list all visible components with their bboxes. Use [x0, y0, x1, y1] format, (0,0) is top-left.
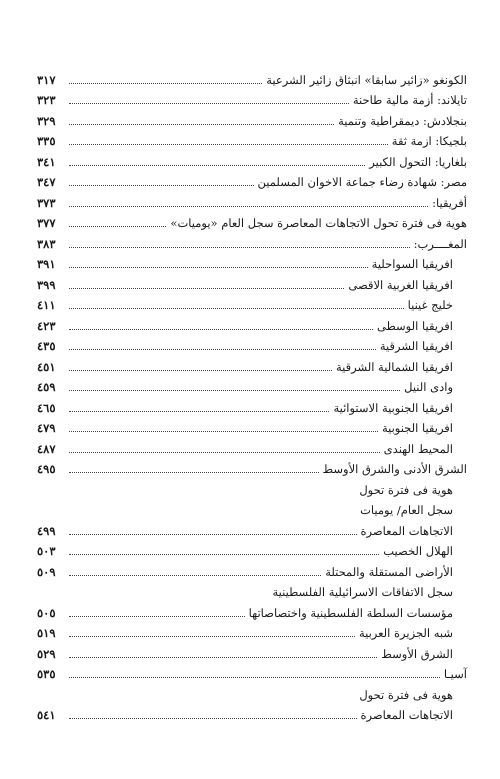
toc-entry-title: بنجلادش: ديمقراطية وتنمية — [338, 113, 467, 128]
toc-entry-title: الشرق الأدنى والشرق الأوسط — [322, 462, 467, 476]
toc-entry-page-number: ٣٢٩ — [37, 113, 56, 128]
dot-leader — [69, 165, 365, 166]
toc-entry-title: وادى النيل — [404, 380, 453, 394]
toc-entry — [37, 640, 467, 661]
toc-entry-page-number: ٥١٩ — [37, 626, 56, 640]
toc-entry-page-number: ٣١٧ — [37, 72, 56, 87]
dot-leader — [69, 452, 380, 453]
toc-entry-title: هوية فى فترة تحول الاتجاهات المعاصرة سجل العام «يوميات» — [170, 216, 467, 230]
dot-leader — [69, 288, 344, 289]
dot-leader — [69, 144, 388, 145]
toc-entry — [37, 292, 467, 313]
toc-entry-title: الاتجاهات المعاصرة — [360, 708, 453, 722]
toc-entry-title: تايلاند: أزمة مالية طاحنة — [352, 93, 467, 107]
toc-entry — [37, 579, 467, 600]
toc-entry-page-number: ٥٠٩ — [37, 564, 56, 579]
toc-entry-page-number: ٥٤١ — [37, 708, 56, 722]
toc-entry-page-number: ٤٩٥ — [37, 462, 56, 476]
dot-leader — [69, 554, 379, 555]
toc-entry-page-number: ٤٥٩ — [37, 380, 56, 394]
toc-entry-page-number: ٣٣٥ — [37, 134, 56, 148]
toc-entry-title: المحيط الهندى — [383, 441, 453, 456]
toc-entry — [37, 107, 467, 128]
dot-leader — [69, 616, 245, 617]
toc-entry-title: الأراضى المستقلة والمحتلة — [325, 564, 453, 579]
toc-entry — [37, 476, 467, 497]
toc-entry-page-number: ٣٢٣ — [37, 93, 56, 107]
toc-entry-title: الشرق الأوسط — [381, 646, 453, 661]
dot-leader — [69, 657, 377, 658]
toc-entry — [37, 374, 467, 395]
toc-entry-title: افريقيا الشرقية — [379, 339, 453, 353]
dot-leader — [69, 411, 329, 412]
dot-leader — [69, 575, 321, 576]
toc-entry — [37, 66, 467, 87]
toc-entry-page-number: ٤٣٥ — [37, 339, 56, 353]
toc-entry — [37, 497, 467, 518]
dot-leader — [69, 329, 373, 330]
dot-leader — [69, 534, 357, 535]
toc-entry-page-number: ٤٦٥ — [37, 400, 56, 415]
toc-entry-page-number: ٥٢٩ — [37, 646, 56, 661]
toc-entry-page-number: ٣٩٩ — [37, 277, 56, 292]
toc-entry — [37, 148, 467, 169]
toc-entry — [37, 661, 467, 682]
toc-entry — [37, 517, 467, 538]
toc-entry — [37, 87, 467, 108]
dot-leader — [69, 247, 410, 248]
dot-leader — [69, 431, 378, 432]
toc-entry — [37, 415, 467, 436]
toc-entry-page-number: ٤١١ — [37, 298, 56, 312]
toc-entry — [37, 271, 467, 292]
dot-leader — [69, 185, 254, 186]
toc-entry-title: افريقيا الجنوبية الاستوائية — [333, 400, 453, 415]
toc-entry-title: مصر: شهادة رضاء جماعة الاخوان المسلمين — [257, 175, 467, 189]
toc-entry — [37, 128, 467, 149]
dot-leader — [69, 103, 349, 104]
toc-entry — [37, 702, 467, 723]
toc-entry-page-number: ٣٤٧ — [37, 175, 56, 189]
toc-entry-title: هوية فى فترة تحول — [359, 687, 453, 702]
toc-entry — [37, 681, 467, 702]
toc-entry — [37, 353, 467, 374]
toc-entry — [37, 558, 467, 579]
toc-entry-page-number: ٥٠٥ — [37, 605, 56, 620]
toc-entry — [37, 312, 467, 333]
dot-leader — [69, 83, 262, 84]
toc-entry-page-number: ٤٢٣ — [37, 318, 56, 333]
dot-leader — [69, 370, 332, 371]
toc-entry-page-number: ٣٤١ — [37, 154, 56, 169]
toc-entry-page-number: ٥٣٥ — [37, 667, 56, 681]
toc-entry-page-number: ٣٧٧ — [37, 216, 56, 230]
dot-leader — [69, 349, 376, 350]
toc-entry-title: افريقيا السواحلية — [371, 257, 453, 271]
toc-entry-title: افريقيا الغربية الاقصى — [348, 277, 453, 292]
toc-entry-page-number: ٣٩١ — [37, 257, 56, 271]
toc-entry — [37, 169, 467, 190]
toc-entry — [37, 210, 467, 231]
dot-leader — [69, 267, 368, 268]
toc-entry-title: سجل العام/ يوميات — [360, 503, 453, 517]
toc-entry-page-number: ٣٧٣ — [37, 195, 56, 210]
toc-entry-title: بلغاريا: التحول الكبير — [369, 154, 467, 169]
dot-leader — [69, 718, 357, 719]
dot-leader — [69, 124, 334, 125]
toc-entry — [37, 333, 467, 354]
toc-entry-title: خليج غينيا — [407, 298, 453, 312]
toc-entry — [37, 456, 467, 477]
toc-entry-title: افريقيا الشمالية الشرقية — [335, 359, 453, 374]
toc-entry-title: الاتجاهات المعاصرة — [360, 523, 453, 538]
toc-entry-title: مؤسسات السلطة الفلسطينية واختصاصاتها — [248, 605, 453, 620]
toc-entry-title: افريقيا الوسطى — [377, 318, 453, 333]
dot-leader — [69, 472, 319, 473]
dot-leader — [69, 226, 166, 227]
toc-entry-title: الهلال الخصيب — [383, 544, 453, 558]
toc-entry-title: سجل الاتفاقات الاسرائيلية الفلسطينية — [272, 585, 453, 599]
toc-entry — [37, 599, 467, 620]
dot-leader — [69, 206, 428, 207]
toc-entry-title: بلجيكا: ازمة ثقة — [391, 134, 467, 148]
toc-entry — [37, 538, 467, 559]
toc-entry-title: هوية فى فترة تحول — [359, 482, 453, 497]
toc-entry — [37, 620, 467, 641]
toc-entry-page-number: ٤٥١ — [37, 359, 56, 374]
toc-entry — [37, 251, 467, 272]
toc-entry-page-number: ٤٨٧ — [37, 441, 56, 456]
dot-leader — [69, 308, 404, 309]
table-of-contents — [37, 66, 467, 722]
toc-entry-page-number: ٤٧٩ — [37, 421, 56, 435]
toc-entry-title: آسيـا — [443, 667, 467, 681]
toc-entry-title: أفريقيا: — [432, 195, 467, 210]
toc-entry-title: الكونغو «زائير سابقا» انبثاق زائير الشرعية — [266, 72, 467, 87]
dot-leader — [69, 677, 440, 678]
dot-leader — [69, 636, 355, 637]
toc-entry — [37, 230, 467, 251]
dot-leader — [69, 390, 400, 391]
toc-entry — [37, 394, 467, 415]
toc-entry-title: شبه الجزيرة العربية — [358, 626, 453, 640]
toc-entry-title: افريقيا الجنوبية — [381, 421, 453, 435]
toc-entry-page-number: ٣٨٣ — [37, 236, 56, 251]
toc-entry-page-number: ٤٩٩ — [37, 523, 56, 538]
toc-entry — [37, 189, 467, 210]
toc-entry-page-number: ٥٠٣ — [37, 544, 56, 558]
toc-entry-title: المغــــرب: — [413, 236, 467, 251]
toc-entry — [37, 435, 467, 456]
